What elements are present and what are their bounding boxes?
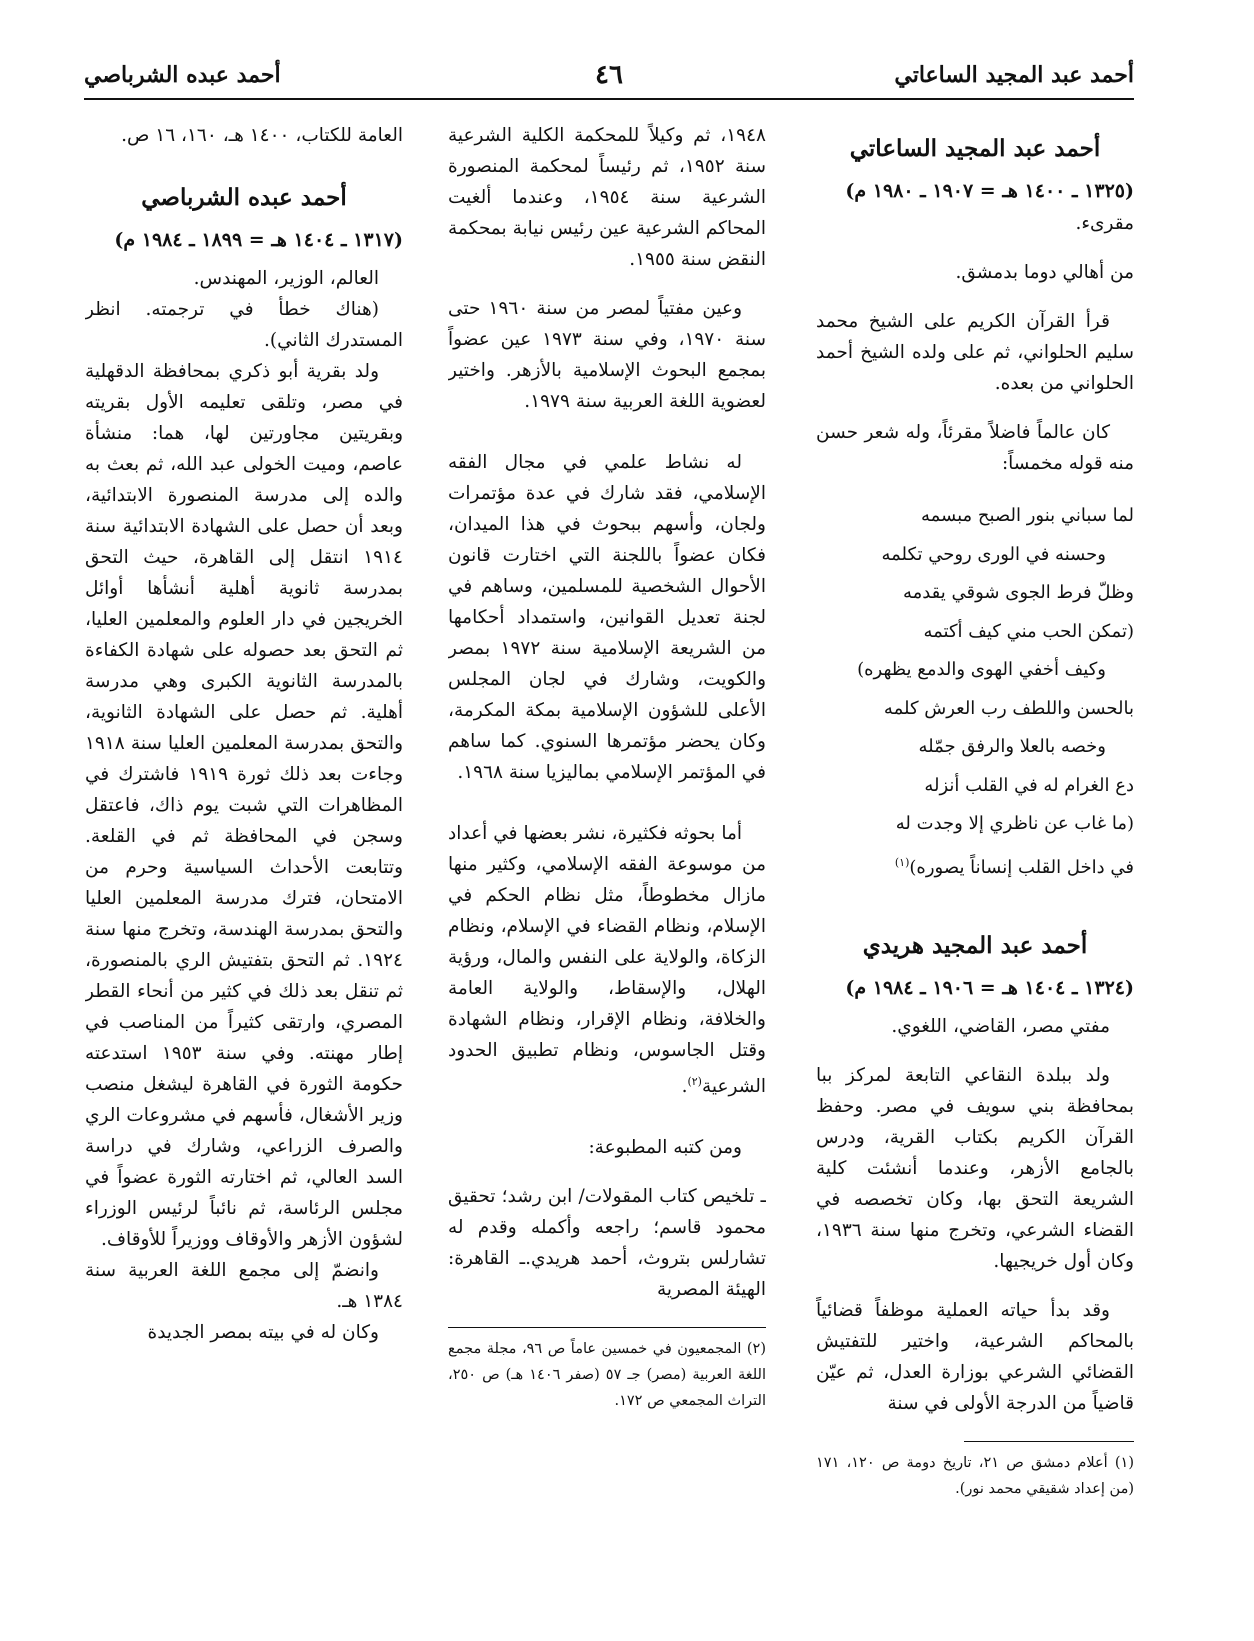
footnote: (١) أعلام دمشق ص ٢١، تاريخ دومة ص ١٢٠، ١٧١ (من إعداد شقيقي محمد نور). <box>816 1455 1134 1497</box>
header-right-title: أحمد عبد المجيد الساعاتي <box>894 62 1134 88</box>
paragraph: مقرىء. <box>1075 213 1134 234</box>
paragraph: وكان له في بيته بمصر الجديدة <box>147 1322 379 1343</box>
poem-verse: دع الغرام له في القلب أنزله <box>924 774 1134 796</box>
entry-dates-hurayidi: (١٣٢٤ ـ ١٤٠٤ هـ = ١٩٠٦ ـ ١٩٨٤ م) <box>845 977 1134 999</box>
entry-name-sharabasi: أحمد عبده الشرباصي <box>141 184 347 211</box>
poem-verse: وحسنه في الورى روحي تكلمه <box>881 543 1106 565</box>
paragraph: له نشاط علمي في مجال الفقه الإسلامي، فقد شارك في عدة مؤتمرات ولجان، وأسهم ببحوث في هذا الميدان، فكان عضواً باللجنة التي اختارت قانون الأحوال الشخصية للمسلمين، وساهم في لجنة تعديل القوانين، واستمداد أحكامها من الشريعة الإسلامية سنة ١٩٧٢ بمصر والكويت، وشارك في لجان المجلس الأعلى للشؤون الإسلامية بمكة المكرمة، وكان يحضر مؤتمرها السنوي. كما ساهم في المؤتمر الإسلامي بماليزيا سنة ١٩٦٨. <box>448 452 766 783</box>
poem-verse: وخصه بالعلا والرفق جمّله <box>918 736 1106 757</box>
poem-verse-last: في داخل القلب إنساناً يصوره)$^{(١)}$ <box>894 855 1134 878</box>
footnote-rule <box>964 1441 1134 1442</box>
entry-dates-saati: (١٣٢٥ ـ ١٤٠٠ هـ = ١٩٠٧ ـ ١٩٨٠ م) <box>845 180 1134 202</box>
footnote-marker: (٢) <box>687 1075 702 1088</box>
paragraph: مفتي مصر، القاضي، اللغوي. <box>891 1016 1110 1037</box>
paragraph: ١٩٤٨، ثم وكيلاً للمحكمة الكلية الشرعية سنة ١٩٥٢، ثم رئيساً لمحكمة المنصورة الشرعية سنة ١٩٥٤، وعندما ألغيت المحاكم الشرعية عين رئيس نيابة بمحكمة النقض سنة ١٩٥٥. <box>448 125 766 270</box>
book-item: ـ تلخيص كتاب المقولات/ ابن رشد؛ تحقيق محمود قاسم؛ راجعه وأكمله وقدم له تشارلس بتروث، أحمد هريدي.ـ القاهرة: الهيئة المصرية <box>448 1186 766 1301</box>
page-number: ٤٦ <box>595 60 623 90</box>
poem-verse: (ما غاب عن ناظري إلا وجدت له <box>895 813 1134 834</box>
poem-verse: وظلّ فرط الجوى شوقي يقدمه <box>902 582 1134 603</box>
running-header <box>84 58 1134 100</box>
poem <box>816 497 1134 887</box>
paragraph: كان عالماً فاضلاً مقرئاً، وله شعر حسن منه قوله مخمساً: <box>816 422 1134 474</box>
paragraph: من أهالي دوما بدمشق. <box>955 262 1134 283</box>
poem-verse: وكيف أخفي الهوى والدمع يظهره) <box>857 659 1106 680</box>
paragraph: وعين مفتياً لمصر من سنة ١٩٦٠ حتى سنة ١٩٧٠، وفي سنة ١٩٧٣ عين عضواً بمجمع البحوث الإسلامية بالأزهر. واختير لعضوية اللغة العربية سنة ١٩٧٩. <box>448 298 766 412</box>
entry-dates-sharabasi: (١٣١٧ ـ ١٤٠٤ هـ = ١٨٩٩ ـ ١٩٨٤ م) <box>114 229 403 251</box>
paragraph: ولد ببلدة النقاعي التابعة لمركز ببا بمحافظة بني سويف في مصر. وحفظ القرآن الكريم بكتاب القرية، ودرس بالجامع الأزهر، وعندما أنشئت كلية الشريعة التحق بها، وكان تخصصه في القضاء الشرعي، وتخرج منها سنة ١٩٣٦، وكان أول خريجيها. <box>816 1065 1134 1272</box>
poem-verse: لما سباني بنور الصبح مبسمه <box>920 505 1134 526</box>
poem-verse: بالحسن واللطف رب العرش كلمه <box>883 697 1134 719</box>
paragraph: أما بحوثه فكثيرة، نشر بعضها في أعداد من موسوعة الفقه الإسلامي، وكثير منها مازال مخطوطاً، مثل نظام الحكم في الإسلام، ونظام القضاء في الإسلام، ونظام الزكاة، والولاية على النفس والمال، ورؤية الهلال، والإسقاط، والولاية العامة والخلافة، ونظام الإقرار، ونظام الشهادة وقتل الجاسوس، ونظام تطبيق الحدود الشرعية$^{(٢)}$. <box>448 823 766 1098</box>
paragraph: وانضمّ إلى مجمع اللغة العربية سنة ١٣٨٤ هـ. <box>85 1260 403 1312</box>
column-middle <box>448 120 766 1610</box>
column-left <box>85 120 403 1610</box>
entry-name-hurayidi: أحمد عبد المجيد هريدي <box>862 932 1088 959</box>
paragraph: العامة للكتاب، ١٤٠٠ هـ، ١٦٠، ١٦ ص. <box>121 125 403 146</box>
paragraph: العالم، الوزير، المهندس. <box>193 268 379 289</box>
footnote-rule <box>448 1327 766 1328</box>
paragraph: ولد بقرية أبو ذكري بمحافظة الدقهلية في مصر، وتلقى تعليمه الأول بقريته وبقريتين مجاورتين لها، هما: منشأة عاصم، وميت الخولى عبد الله، ثم بعث به والده إلى مدرسة المنصورة الابتدائية، وبعد أن حصل على الشهادة الابتدائية سنة ١٩١٤ انتقل إلى القاهرة، حيث التحق بمدرسة ثانوية أهلية أنشأها أوائل الخريجين في دار العلوم والمعلمين العليا، ثم التحق بعد حصوله على شهادة الكفاءة بالمدرسة الثانوية الكبرى وهي مدرسة أهلية. ثم حصل على الشهادة الثانوية، والتحق بمدرسة المعلمين العليا سنة ١٩١٨ وجاءت بعد ذلك ثورة ١٩١٩ فاشترك في المظاهرات التي شبت يوم ذاك، فاعتقل وسجن في المحافظة ثم في القلعة. وتتابعت الأحداث السياسية وحرم من الامتحان، فترك مدرسة المعلمين العليا والتحق بمدرسة الهندسة، وتخرج منها سنة ١٩٢٤. ثم التحق بتفتيش الري بالمنصورة، ثم تنقل بعد ذلك في كثير من أنحاء القطر المصري، وارتقى كثيراً من المناصب في إطار مهنته. وفي سنة ١٩٥٣ استدعته حكومة الثورة في القاهرة ليشغل منصب وزير الأشغال، فأسهم في مشروعات الري والصرف الزراعي، وشارك في دراسة السد العالي، ثم اختارته الثورة عضواً في مجلس الرئاسة، ثم نائباً لرئيس الوزراء لشؤون الأزهر والأوقاف ووزيراً للأوقاف. <box>85 361 403 1250</box>
entry-name-saati: أحمد عبد المجيد الساعاتي <box>849 135 1101 162</box>
paragraph: وقد بدأ حياته العملية موظفاً قضائياً بالمحاكم الشرعية، واختير للتفتيش القضائي الشرعي بوزارة العدل، ثم عيّن قاضياً من الدرجة الأولى في سنة <box>816 1300 1134 1414</box>
paragraph: ومن كتبه المطبوعة: <box>588 1137 742 1159</box>
footnote: (٢) المجمعيون في خمسين عاماً ص ٩٦، مجلة مجمع اللغة العربية (مصر) جـ ٥٧ (صفر ١٤٠٦ هـ) ص ٢٥٠، التراث المجمعي ص ١٧٢. <box>448 1341 766 1410</box>
paragraph: قرأ القرآن الكريم على الشيخ محمد سليم الحلواني، ثم على ولده الشيخ أحمد الحلواني من بعده. <box>816 311 1134 394</box>
header-left-title: أحمد عبده الشرباصي <box>84 62 281 88</box>
footnote-marker: (١) <box>894 855 910 869</box>
poem-verse: (تمكن الحب مني كيف أكتمه <box>923 620 1134 642</box>
column-right <box>816 120 1134 1610</box>
paragraph: (هناك خطأ في ترجمته. انظر المستدرك الثاني). <box>85 299 403 351</box>
